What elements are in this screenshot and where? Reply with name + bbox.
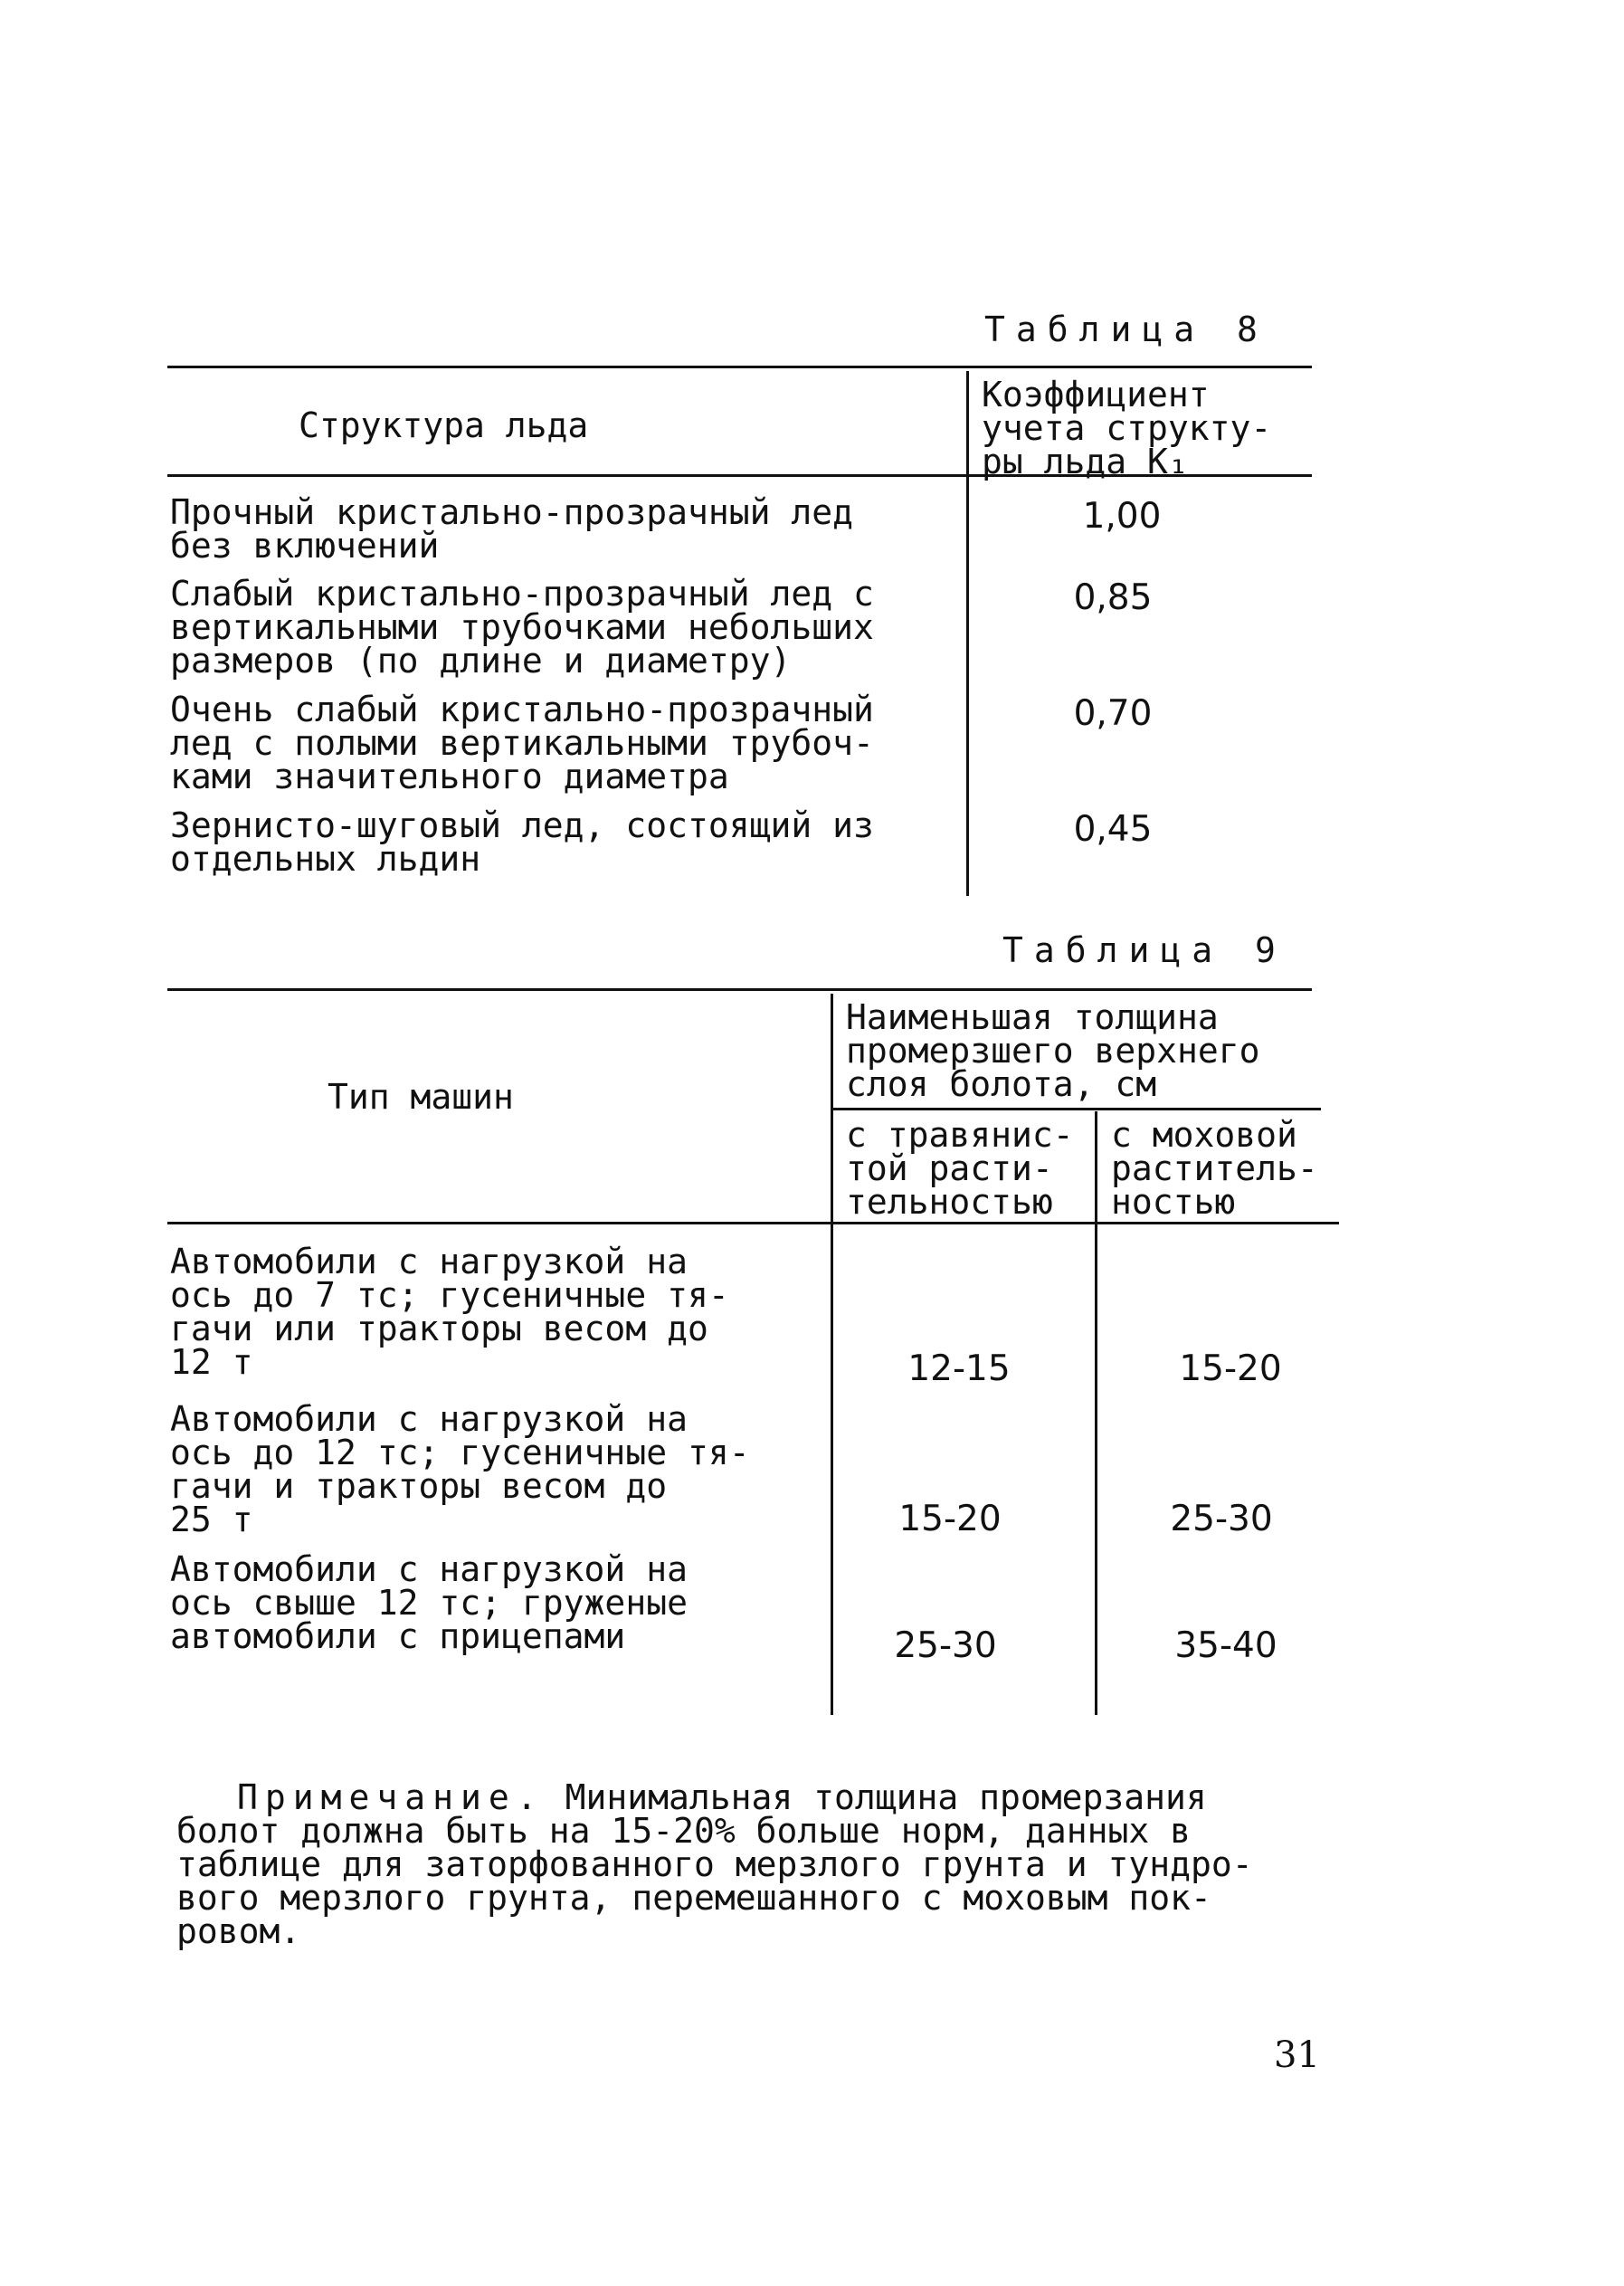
table9-top-rule [167,988,1312,991]
table9-row-2-label: Автомобили с нагрузкой на ось до 12 тс; гусеничные тя- гачи и тракторы весом до 25 т [170,1399,750,1539]
note-label: Примечание. [237,1777,545,1817]
table9-header-rule [167,1222,1339,1224]
table8-column-divider [966,371,969,896]
note-body [176,1811,1253,1951]
page-number: 31 [1274,2034,1320,2076]
table8-row-4-label: Зернисто-шуговый лед, состоящий из отдельных льдин [170,805,874,879]
table9-divider-2 [1095,1111,1097,1715]
table9-row-1-moss: 15-20 [1179,1348,1282,1389]
table9-divider-1 [831,994,833,1715]
note-line-1: Минимальная толщина промерзания [565,1777,1207,1817]
note-first-line [237,1777,1207,1817]
table8-row-4-value: 0,45 [1073,809,1153,850]
table9-row-1-label: Автомобили с нагрузкой на ось до 7 тс; гусеничные тя- гачи или тракторы весом до 12 т [170,1242,729,1382]
table9-subheader-moss: с моховой раститель- ностью [1111,1115,1318,1222]
table8-row-2-value: 0,85 [1073,577,1153,618]
table8-top-rule [167,366,1312,368]
table9-row-1-grass: 12-15 [907,1348,1011,1389]
table9-row-3-moss: 35-40 [1174,1625,1277,1666]
note-line-4: вого мерзлого грунта, перемешанного с моховым пок- [176,1878,1211,1918]
table9-row-3-label: Автомобили с нагрузкой на ось свыше 12 тс; груженые автомобили с прицепами [170,1549,688,1656]
table9-subheader-grass: с травянис- той расти- тельностью [846,1115,1074,1222]
note-line-5: ровом. [176,1911,301,1951]
table8-header-coefficient: Коэффициент учета структу- ры льда K₁ [982,375,1272,481]
table8-row-2-label: Слабый кристально-прозрачный лед с вертикальными трубочками небольших размеров (по длине и диаметру) [170,574,874,681]
note-line-3: таблице для заторфованного мерзлого грунта и тундро- [176,1844,1253,1884]
table9-header-machine-type: Тип машин [328,1077,514,1117]
table8-row-3-label: Очень слабый кристально-прозрачный лед с полыми вертикальными трубоч- ками значительного диаметра [170,690,874,796]
table8-row-1-value: 1,00 [1082,496,1162,537]
table9-row-2-moss: 25-30 [1170,1499,1273,1539]
table9-row-2-grass: 15-20 [898,1499,1002,1539]
table9-subheader-rule [831,1108,1321,1110]
table9-row-3-grass: 25-30 [894,1625,997,1666]
table8-header-structure: Структура льда [299,405,589,445]
table8-row-3-value: 0,70 [1073,693,1153,734]
table9-caption: Таблица 9 [1002,930,1287,970]
table9-header-group: Наименьшая толщина промерзшего верхнего слоя болота, см [846,997,1260,1104]
note-line-2: болот должна быть на 15-20% больше норм, данных в [176,1811,1192,1851]
table8-row-1-label: Прочный кристально-прозрачный лед без включений [170,492,853,566]
table8-caption: Таблица 8 [984,310,1268,349]
